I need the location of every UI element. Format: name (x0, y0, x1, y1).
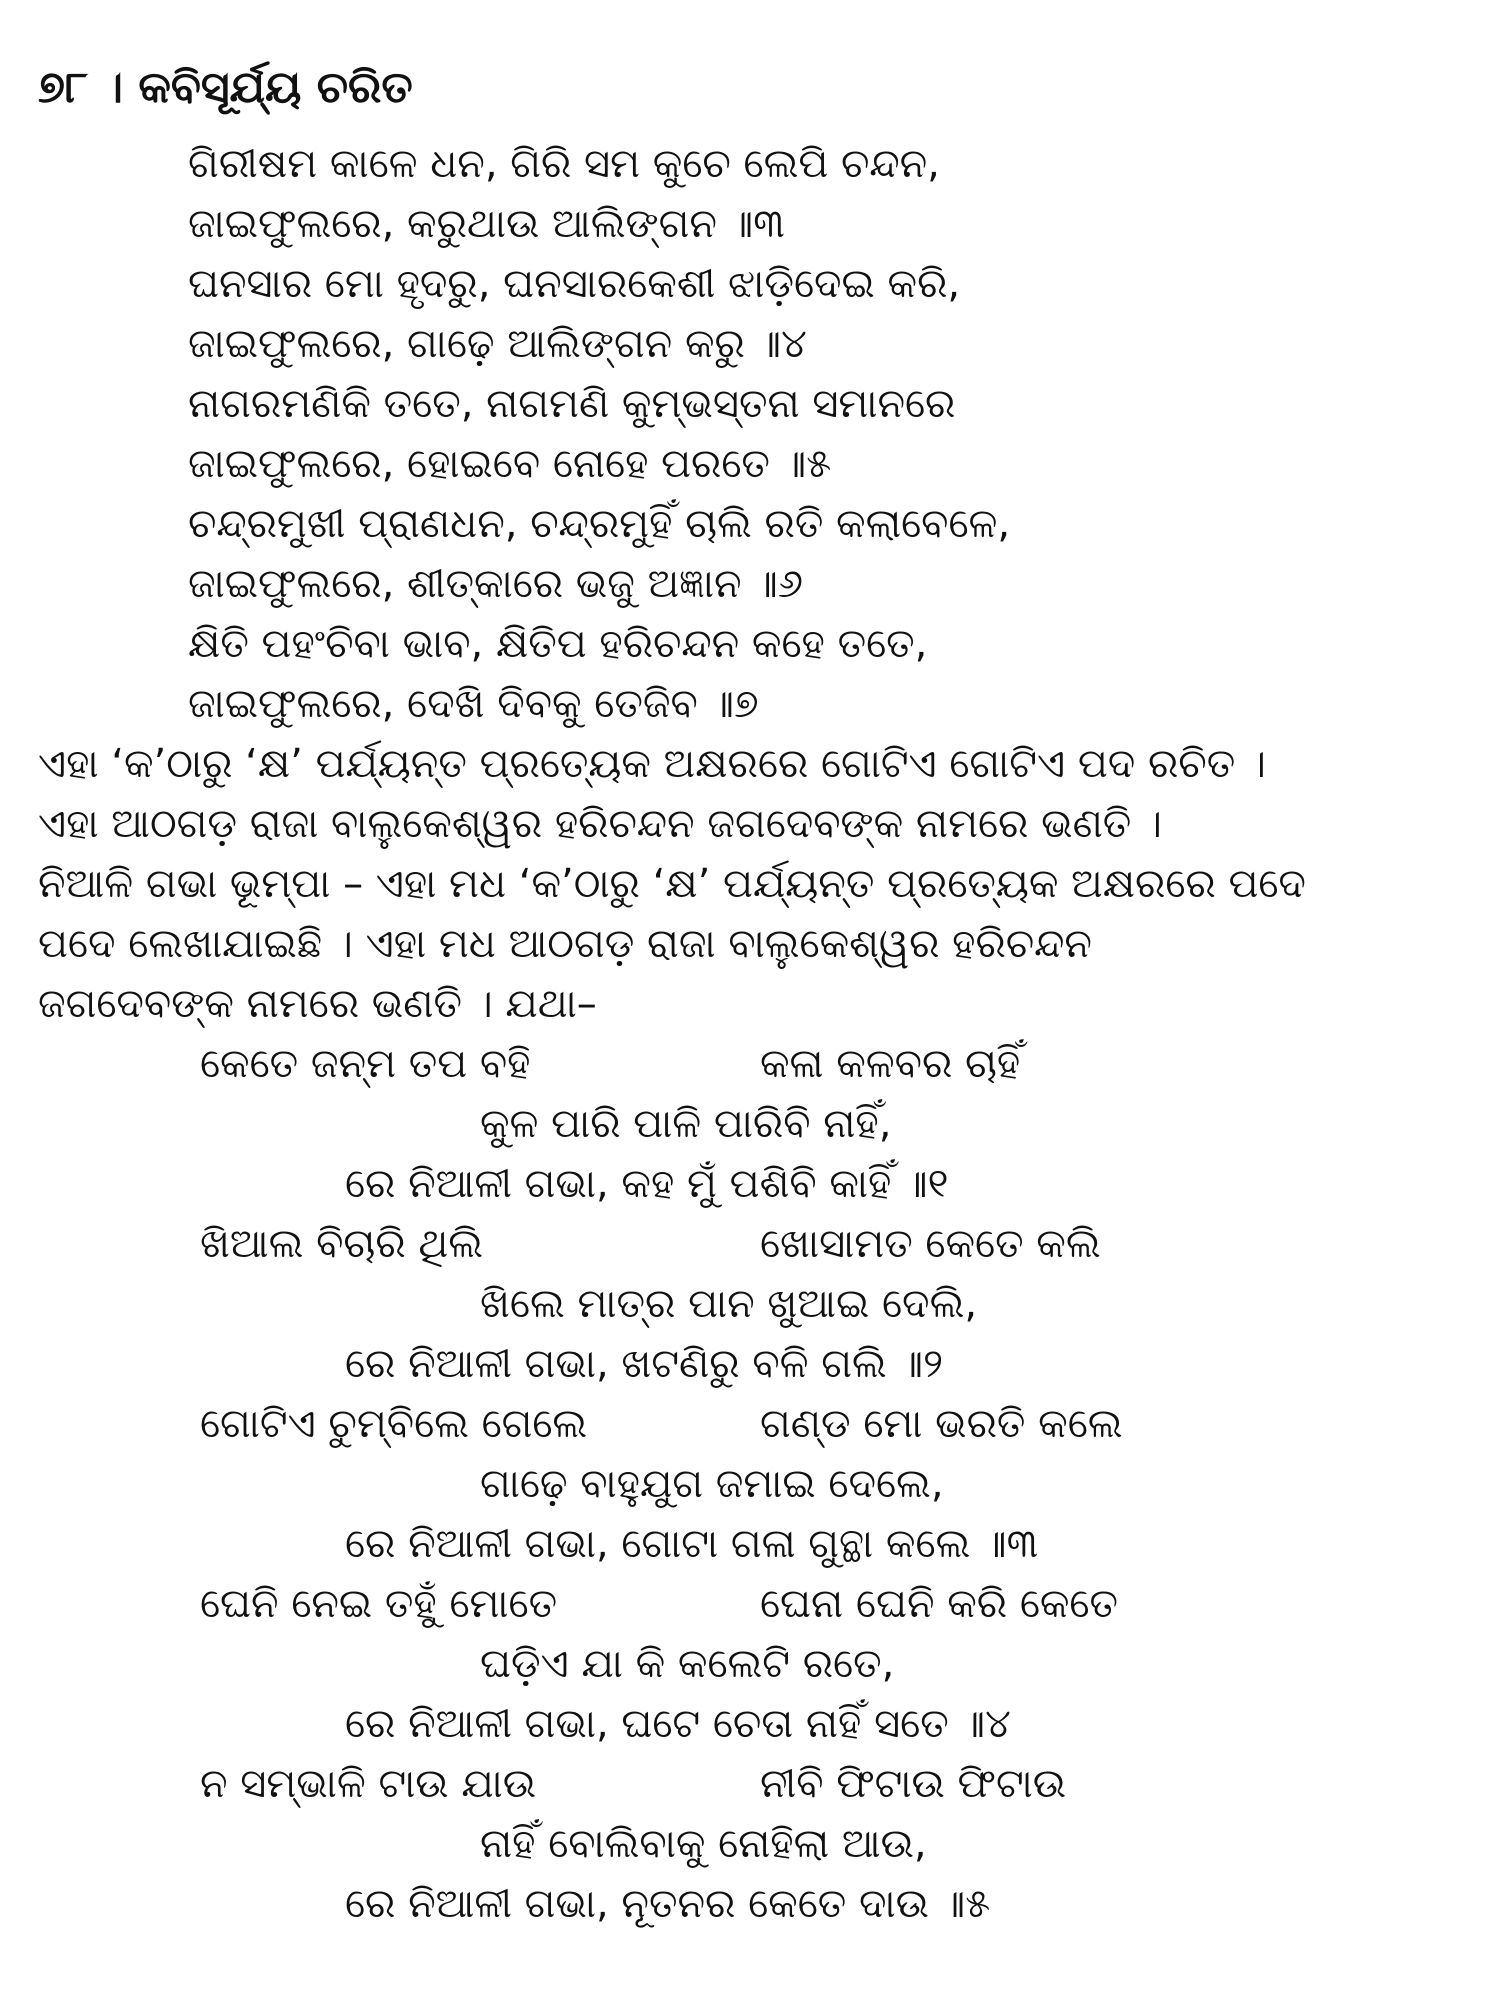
verse-line: ଜାଇଫୁଲରେ, ଦେଖି ଦିବକୁ ତେଜିବ ॥୭ (188, 681, 759, 727)
stanza-line-second-half: କଳା କଳବର ଚାହିଁ (760, 1041, 1021, 1087)
stanza-line-middle: ନାହିଁ ବୋଲିବାକୁ ନୋହିଲା ଆଉ, (480, 1821, 927, 1867)
stanza-refrain: ରେ ନିଆଳୀ ଗଭା, ନୂତନର କେତେ ଦାଉ ॥୫ (345, 1881, 991, 1927)
verse-line: ଜାଇଫୁଲରେ, କରୁଥାଉ ଆଲିଙ୍ଗନ ॥୩ (188, 201, 785, 247)
stanza-refrain: ରେ ନିଆଳୀ ଗଭା, ଗୋଟା ଗଳା ଗୁନ୍ଥା କଲେ ॥୩ (345, 1521, 1039, 1567)
stanza-line-first-half: କେତେ ଜନ୍ମ ତପ ବହି (200, 1041, 531, 1087)
stanza-refrain: ରେ ନିଆଳୀ ଗଭା, ଘଟେ ଚେତା ନାହିଁ ସତେ ॥୪ (345, 1701, 1011, 1747)
stanza-line-first-half: ଘେନି ନେଇ ତହୁଁ ମୋତେ (200, 1581, 558, 1627)
verse-line: ନାଗରମଣିକି ତତେ, ନାଗମଣି କୁମ୍ଭସ୍ତନା ସମାନରେ (188, 381, 956, 427)
verse-line: ଜାଇଫୁଲରେ, ଶୀତ୍କାରେ ଭଜୁ ଅଜ୍ଞାନ ॥୬ (188, 561, 803, 607)
stanza-line-middle: କୁଳ ପାରି ପାଳି ପାରିବି ନାହିଁ, (480, 1101, 892, 1147)
verse-line: ଘନସାର ମୋ ହୃଦରୁ, ଘନସାରକେଶୀ ଝାଡ଼ିଦେଇ କରି, (188, 261, 961, 307)
prose-line: ନିଆଳି ଗଭା ଭୂମ୍ପା – ଏହା ମଧ ‘କ’ଠାରୁ ‘କ୍ଷ’ ପର୍ଯ୍ୟନ୍ତ ପ୍ରତ୍ୟେକ ଅକ୍ଷରରେ ପଦେ (38, 861, 1306, 907)
stanza-refrain: ରେ ନିଆଳୀ ଗଭା, କହ ମୁଁ ପଶିବି କାହିଁ ॥୧ (345, 1161, 949, 1207)
stanza-line-middle: ଗାଢ଼େ ବାହୁଯୁଗ ଜମାଇ ଦେଲେ, (480, 1461, 944, 1507)
stanza-line-second-half: ଘେନା ଘେନି କରି କେତେ (760, 1581, 1118, 1627)
verse-line: ଚନ୍ଦ୍ରମୁଖୀ ପ୍ରାଣଧନ, ଚନ୍ଦ୍ରମୁହିଁ ଚାଲି ରତି କଲାବେଳେ, (188, 501, 1011, 547)
stanza-line-first-half: ନ ସମ୍ଭାଳି ଟାଉ ଯାଉ (200, 1761, 537, 1807)
stanza-line-middle: ଘଡ଼ିଏ ଯା କି କଲେଟି ରତେ, (480, 1641, 895, 1687)
prose-line: ଏହା ଆଠଗଡ଼ ରାଜା ବାଲୁକେଶ୍ୱର ହରିଚନ୍ଦନ ଜଗଦେବଙ୍କ ନାମରେ ଭଣତି । (38, 801, 1163, 847)
page-header: ୭୮ । କବିସୂର୍ଯ୍ୟ ଚରିତ (38, 62, 413, 113)
verse-line: କ୍ଷିତି ପହଂଚିବା ଭାବ, କ୍ଷିତିପ ହରିଚନ୍ଦନ କହେ ତତେ, (188, 621, 928, 667)
prose-line: ଏହା ‘କ’ଠାରୁ ‘କ୍ଷ’ ପର୍ଯ୍ୟନ୍ତ ପ୍ରତ୍ୟେକ ଅକ୍ଷରରେ ଗୋଟିଏ ଗୋଟିଏ ପଦ ରଚିତ । (38, 741, 1266, 787)
stanza-line-second-half: ଗଣ୍ଡ ମୋ ଭରତି କଲେ (760, 1401, 1123, 1447)
stanza-line-middle: ଖିଲେ ମାତ୍ର ପାନ ଖୁଆଇ ଦେଲି, (480, 1281, 978, 1327)
stanza-refrain: ରେ ନିଆଳୀ ଗଭା, ଖଟଣିରୁ ବଳି ଗଲି ॥୨ (345, 1341, 944, 1387)
verse-line: ଜାଇଫୁଲରେ, ହୋଇବେ ନୋହେ ପରତେ ॥୫ (188, 441, 832, 487)
verse-line: ଗିରୀଷମ କାଳେ ଧନ, ଗିରି ସମ କୁଚେ ଲେପି ଚନ୍ଦନ, (188, 141, 940, 187)
verse-line: ଜାଇଫୁଲରେ, ଗାଢ଼େ ଆଲିଙ୍ଗନ କରୁ ॥୪ (188, 321, 807, 367)
stanza-line-second-half: ନୀବି ଫିଟାଉ ଫିଟାଉ (760, 1761, 1067, 1807)
stanza-line-second-half: ଖୋସାମତ କେତେ କଲି (760, 1221, 1101, 1267)
prose-line: ଜଗଦେବଙ୍କ ନାମରେ ଭଣତି । ଯଥା– (38, 981, 597, 1027)
stanza-line-first-half: ଗୋଟିଏ ଚୁମ୍ବିଲେ ଗେଲେ (200, 1401, 588, 1447)
prose-line: ପଦେ ଲେଖାଯାଇଛି । ଏହା ମଧ ଆଠଗଡ଼ ରାଜା ବାଲୁକେଶ୍ୱର ହରିଚନ୍ଦନ (38, 921, 1092, 967)
stanza-line-first-half: ଖିଆଲ ବିଚାରି ଥିଲି (200, 1221, 484, 1267)
